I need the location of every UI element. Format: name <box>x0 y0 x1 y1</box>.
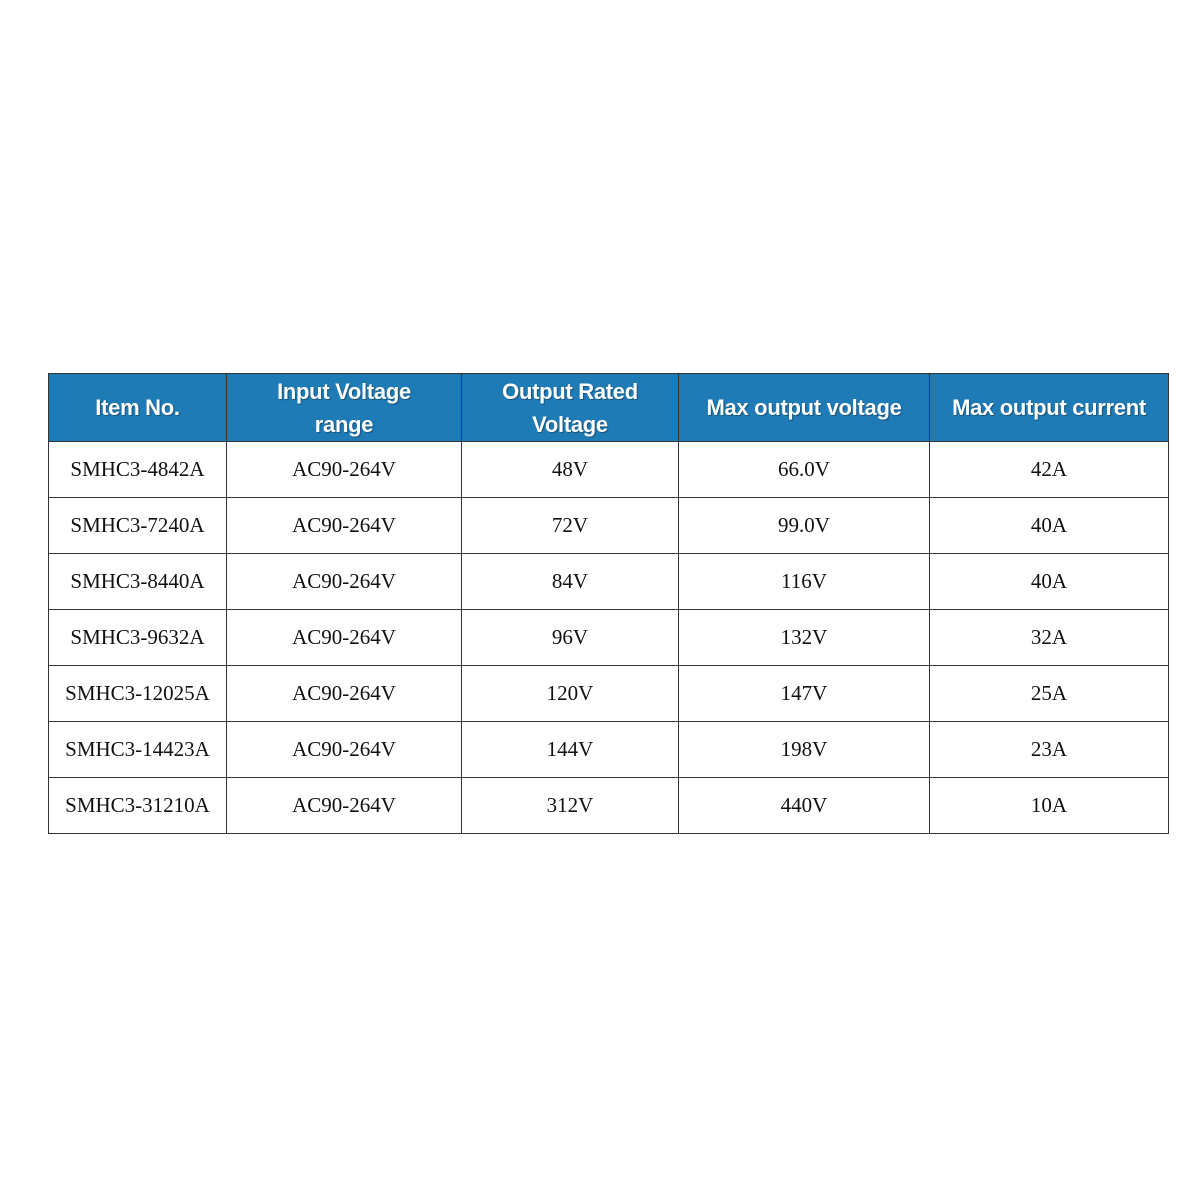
cell-input-voltage: AC90-264V <box>227 498 462 554</box>
table-row <box>49 442 1169 498</box>
cell-output-rated-voltage: 72V <box>462 498 679 554</box>
table-row <box>49 778 1169 834</box>
cell-max-output-voltage: 198V <box>679 722 930 778</box>
cell-input-voltage: AC90-264V <box>227 666 462 722</box>
header-max-output-voltage <box>679 374 930 442</box>
cell-output-rated-voltage: 312V <box>462 778 679 834</box>
header-item-no <box>49 374 227 442</box>
cell-max-output-current: 25A <box>930 666 1169 722</box>
table-row <box>49 610 1169 666</box>
cell-output-rated-voltage: 48V <box>462 442 679 498</box>
spec-table <box>48 373 1169 834</box>
cell-item-no: SMHC3-7240A <box>49 498 227 554</box>
cell-max-output-current: 23A <box>930 722 1169 778</box>
cell-input-voltage: AC90-264V <box>227 554 462 610</box>
header-label: Max output current <box>952 395 1146 420</box>
cell-max-output-current: 32A <box>930 610 1169 666</box>
table-row <box>49 722 1169 778</box>
cell-output-rated-voltage: 84V <box>462 554 679 610</box>
cell-max-output-voltage: 66.0V <box>679 442 930 498</box>
cell-max-output-current: 40A <box>930 554 1169 610</box>
cell-input-voltage: AC90-264V <box>227 442 462 498</box>
header-label: Input Voltage <box>277 378 411 404</box>
cell-max-output-voltage: 440V <box>679 778 930 834</box>
header-label: range <box>314 411 374 437</box>
cell-max-output-voltage: 99.0V <box>679 498 930 554</box>
cell-max-output-current: 42A <box>930 442 1169 498</box>
cell-max-output-voltage: 116V <box>679 554 930 610</box>
header-input-voltage <box>227 374 462 442</box>
header-output-rated-voltage <box>462 374 679 442</box>
cell-output-rated-voltage: 144V <box>462 722 679 778</box>
cell-max-output-current: 10A <box>930 778 1169 834</box>
table-row <box>49 498 1169 554</box>
cell-output-rated-voltage: 96V <box>462 610 679 666</box>
table-row <box>49 554 1169 610</box>
cell-item-no: SMHC3-12025A <box>49 666 227 722</box>
table-row <box>49 666 1169 722</box>
cell-max-output-voltage: 147V <box>679 666 930 722</box>
cell-max-output-voltage: 132V <box>679 610 930 666</box>
header-label: Output Rated <box>502 378 638 404</box>
header-label: Voltage <box>532 411 608 437</box>
cell-item-no: SMHC3-4842A <box>49 442 227 498</box>
cell-input-voltage: AC90-264V <box>227 722 462 778</box>
cell-item-no: SMHC3-9632A <box>49 610 227 666</box>
header-label: Max output voltage <box>706 395 902 420</box>
cell-input-voltage: AC90-264V <box>227 778 462 834</box>
cell-max-output-current: 40A <box>930 498 1169 554</box>
cell-input-voltage: AC90-264V <box>227 610 462 666</box>
cell-item-no: SMHC3-8440A <box>49 554 227 610</box>
cell-item-no: SMHC3-31210A <box>49 778 227 834</box>
header-label: Item No. <box>95 395 180 420</box>
header-row <box>49 374 1169 442</box>
cell-output-rated-voltage: 120V <box>462 666 679 722</box>
header-max-output-current <box>930 374 1169 442</box>
cell-item-no: SMHC3-14423A <box>49 722 227 778</box>
